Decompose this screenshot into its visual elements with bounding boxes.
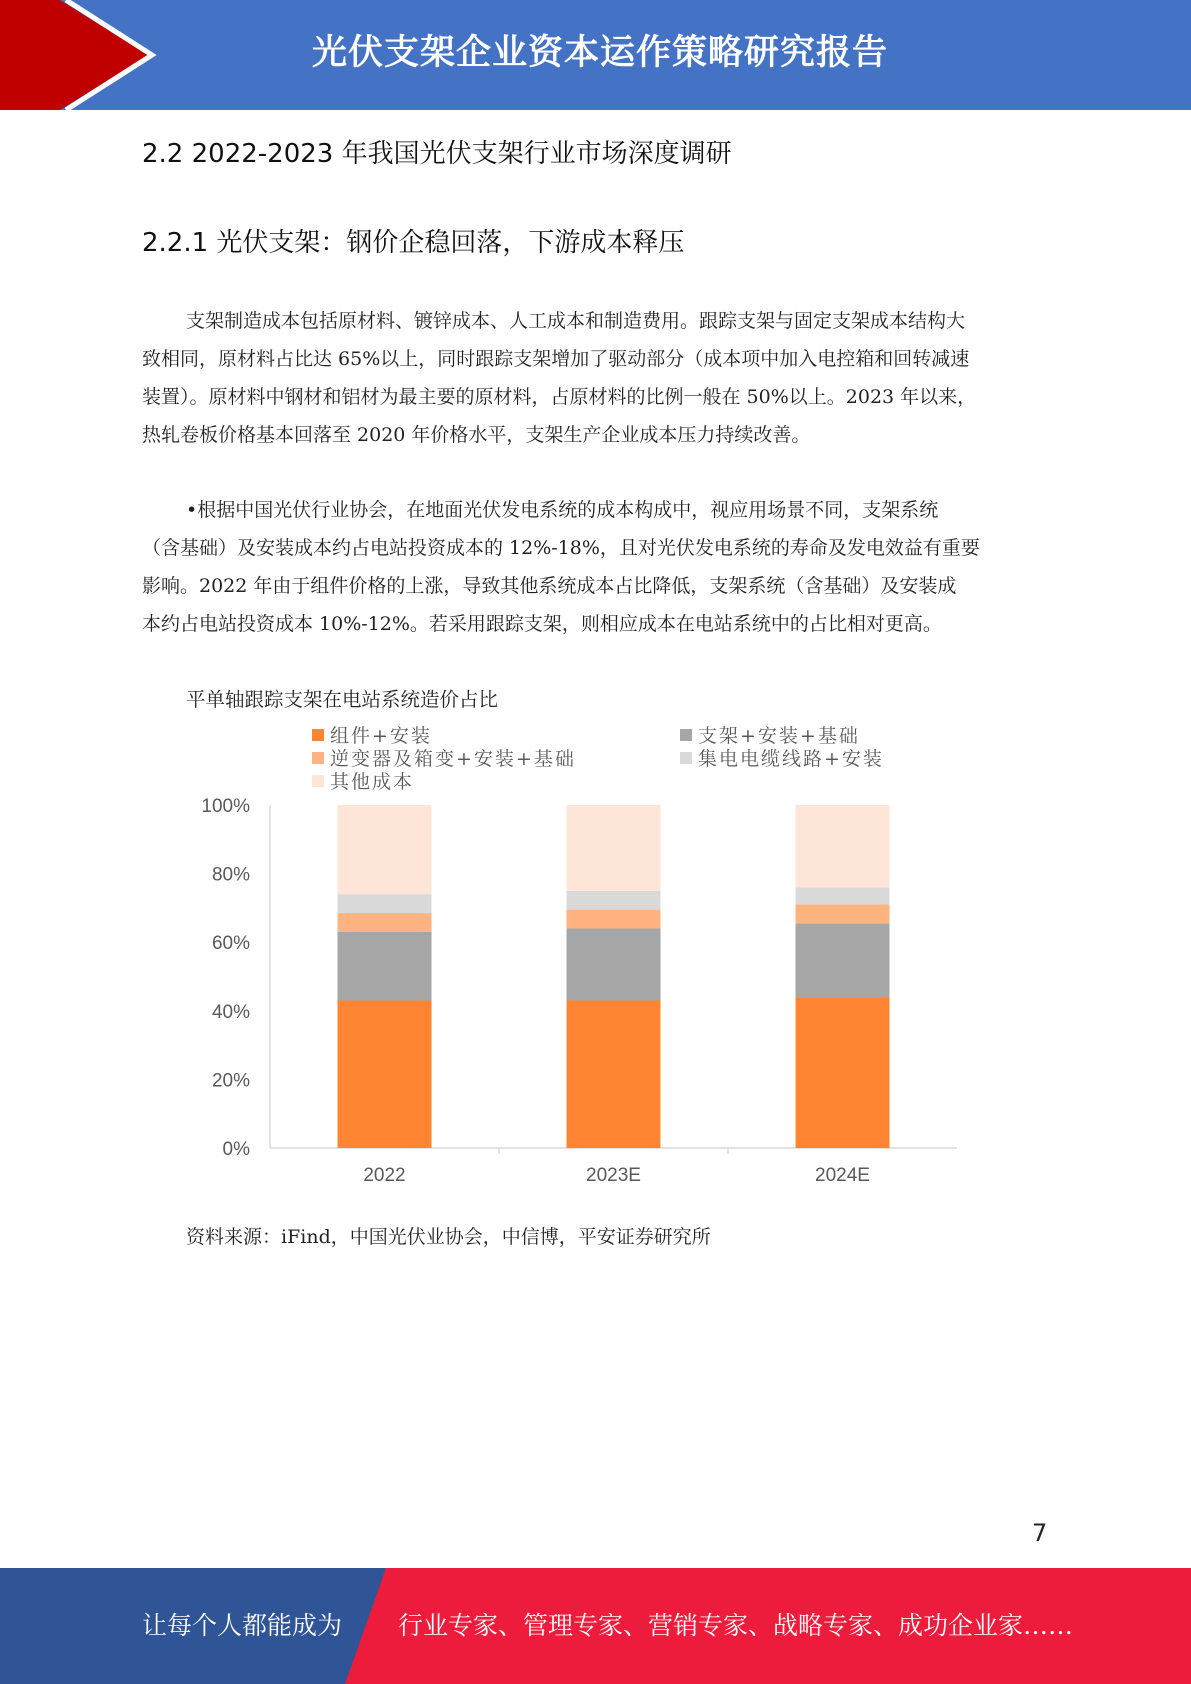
header-banner (0, 0, 1191, 110)
y-tick-label: 60% (211, 933, 250, 955)
y-tick-label: 40% (211, 1001, 250, 1023)
paragraph-1 (142, 302, 1047, 454)
y-tick-label: 80% (211, 864, 250, 886)
bar-segment (567, 1001, 661, 1148)
legend-swatch (680, 729, 692, 741)
legend-label: 逆变器及箱变+安装+基础 (330, 748, 576, 770)
x-tick-label: 2023E (586, 1165, 641, 1186)
bar-segment (338, 805, 432, 894)
paragraph-line: 装置）。原材料中钢材和铝材为最主要的原材料，占原材料的比例一般在 50%以上。2023 年以来， (142, 386, 977, 408)
bar-segment (796, 887, 890, 904)
report-title: 光伏支架企业资本运作策略研究报告 (311, 33, 888, 73)
paragraph-line: 支架制造成本包括原材料、镀锌成本、人工成本和制造费用。跟踪支架与固定支架成本结构大 (186, 310, 966, 332)
legend-swatch (312, 775, 324, 787)
x-tick-label: 2022 (363, 1165, 406, 1186)
legend-label: 组件+安装 (330, 725, 432, 747)
paragraph-line: 本约占电站投资成本 10%-12%。若采用跟踪支架，则相应成本在电站系统中的占比相对更高。 (142, 613, 942, 635)
y-tick-label: 20% (211, 1070, 250, 1092)
bar-segment (796, 997, 890, 1148)
paragraph-2 (142, 491, 1047, 643)
paragraph-line: 影响。2022 年由于组件价格的上涨，导致其他系统成本占比降低，支架系统（含基础）及安装成 (142, 575, 957, 597)
figure-source: 资料来源：iFind，中国光伏业协会，中信博，平安证券研究所 (186, 1226, 711, 1248)
paragraph-line: 热轧卷板价格基本回落至 2020 年价格水平，支架生产企业成本压力持续改善。 (142, 424, 811, 446)
figure-title: 平单轴跟踪支架在电站系统造价占比 (186, 688, 499, 711)
legend-swatch (680, 752, 692, 764)
bar-segment (567, 910, 661, 929)
bar-segment (338, 894, 432, 913)
footer-slogan-left: 让每个人都能成为 (142, 1611, 343, 1640)
legend-label: 其他成本 (330, 771, 415, 793)
bar-segment (567, 805, 661, 891)
legend-label: 集电电缆线路+安装 (698, 748, 884, 770)
footer-slogan-right: 行业专家、管理专家、营销专家、战略专家、成功企业家…… (398, 1611, 1074, 1640)
legend-swatch (312, 729, 324, 741)
paragraph-line: 致相同，原材料占比达 65%以上，同时跟踪支架增加了驱动部分（成本项中加入电控箱和回转减速 (142, 348, 970, 370)
legend-swatch (312, 752, 324, 764)
chart-svg (180, 715, 980, 1205)
page-number: 7 (1032, 1519, 1048, 1547)
paragraph-line: （含基础）及安装成本约占电站投资成本的 12%-18%，且对光伏发电系统的寿命及发电效益有重要 (142, 537, 980, 559)
bar-segment (338, 913, 432, 932)
stacked-bar-chart (180, 715, 980, 1205)
y-tick-label: 0% (222, 1139, 250, 1160)
x-tick-label: 2024E (815, 1165, 870, 1186)
bar-segment (567, 891, 661, 910)
bar-segment (796, 805, 890, 887)
y-tick-label: 100% (201, 796, 250, 817)
bar-segment (796, 923, 890, 997)
section-heading: 2.2 2022-2023 年我国光伏支架行业市场深度调研 (142, 139, 732, 169)
bar-segment (338, 1001, 432, 1148)
bar-segment (338, 932, 432, 1001)
bar-segment (796, 904, 890, 923)
paragraph-line: •根据中国光伏行业协会，在地面光伏发电系统的成本构成中，视应用场景不同，支架系统 (186, 499, 939, 521)
legend-label: 支架+安装+基础 (698, 725, 860, 747)
subsection-heading: 2.2.1 光伏支架：钢价企稳回落，下游成本释压 (142, 228, 685, 258)
bar-segment (567, 928, 661, 1000)
